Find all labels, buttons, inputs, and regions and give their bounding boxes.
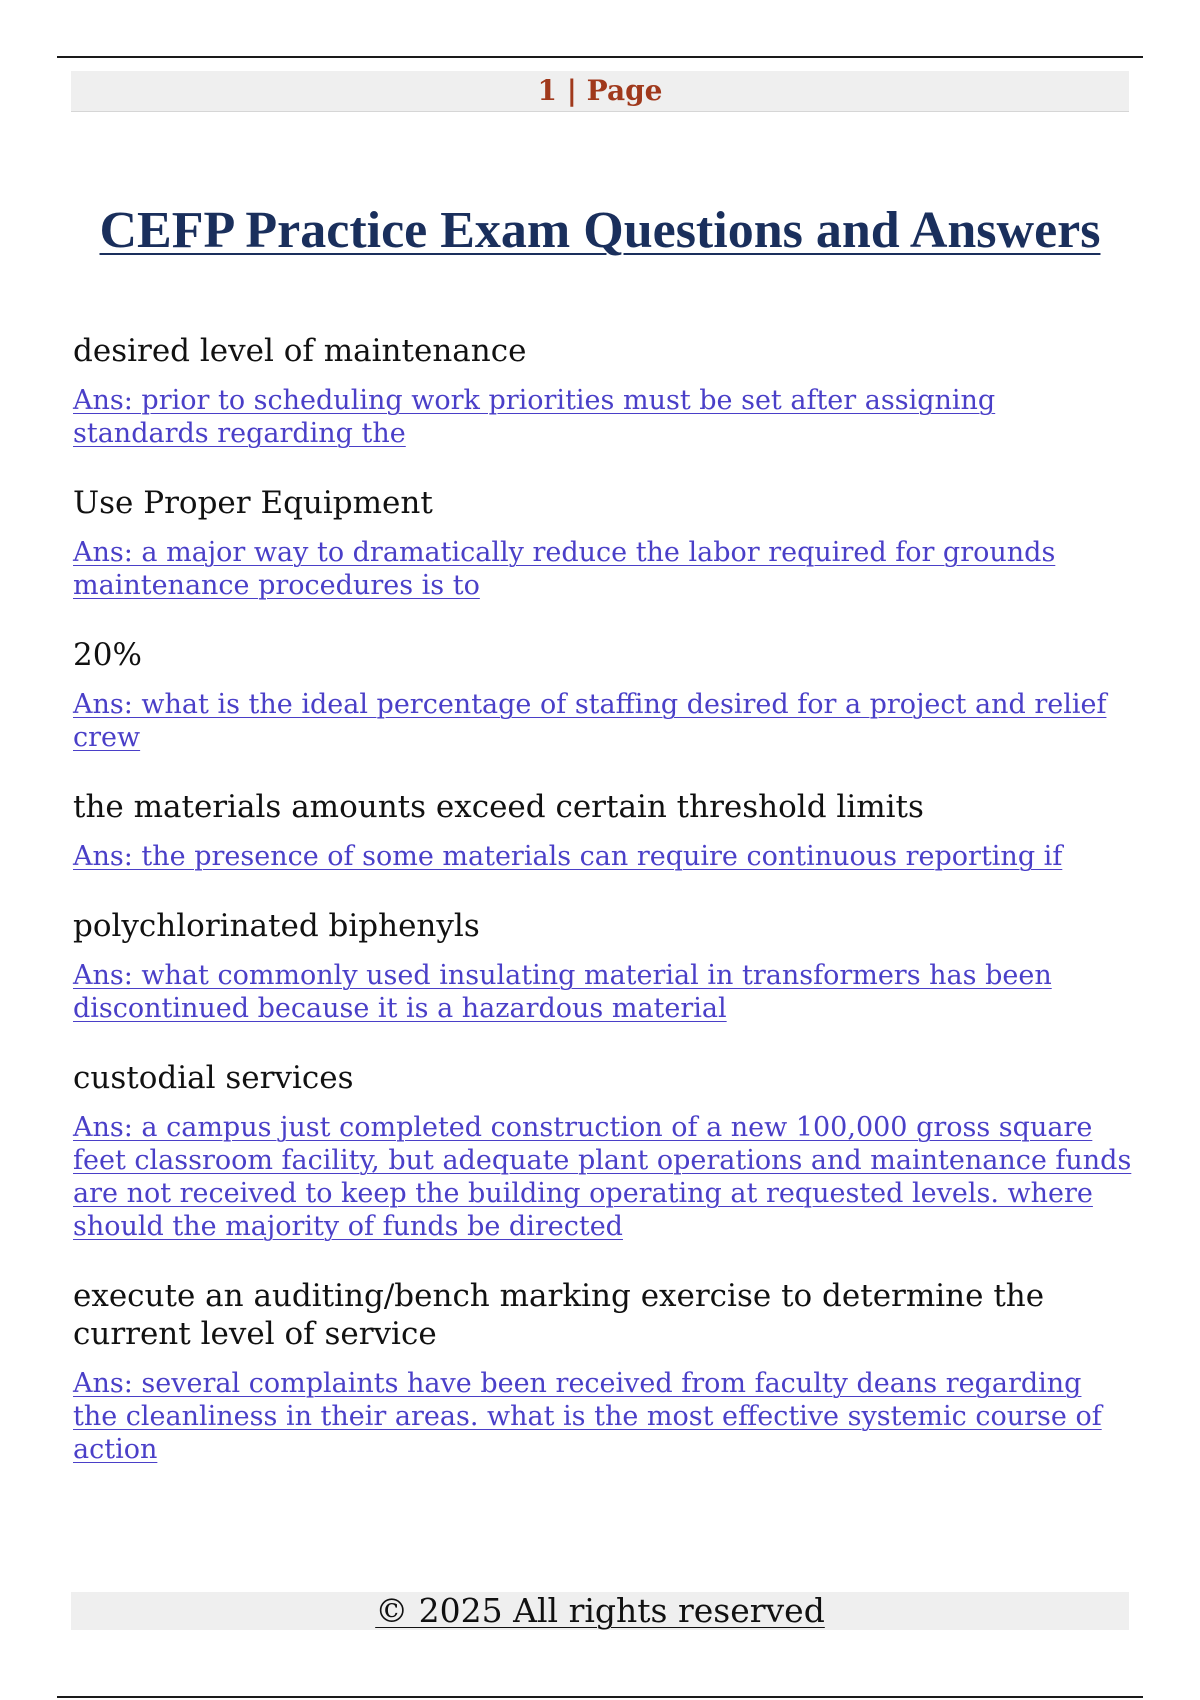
top-rule [57,56,1143,58]
qa-item [73,788,1133,873]
page-header [71,71,1129,112]
question-text: Use Proper Equipment [73,485,433,521]
question-text: execute an auditing/bench marking exercise to determine the current level of service [73,1278,1045,1352]
document-title [0,196,1200,266]
question-text: 20% [73,637,142,673]
qa-item [73,1277,1133,1466]
answer-link[interactable]: Ans: the presence of some materials can require continuous reporting if [73,841,1063,872]
answer-link[interactable]: Ans: what commonly used insulating material in transformers has been discontinued because it is a hazardous material [73,960,1052,1024]
question-text: the materials amounts exceed certain threshold limits [73,789,924,825]
copyright-text: © 2025 All rights reserved [375,1591,825,1630]
answer-link[interactable]: Ans: a major way to dramatically reduce the labor required for grounds maintenance procedures is to [73,537,1056,601]
answer-link[interactable]: Ans: what is the ideal percentage of staffing desired for a project and relief crew [73,689,1107,753]
qa-item [73,1059,1133,1243]
question-text: custodial services [73,1060,354,1096]
qa-item [73,332,1133,450]
question-text: desired level of maintenance [73,333,527,369]
document-title-text: CEFP Practice Exam Questions and Answers [99,202,1101,259]
qa-item [73,484,1133,602]
qa-item [73,907,1133,1025]
answer-link[interactable]: Ans: prior to scheduling work priorities must be set after assigning standards regarding the [73,385,996,449]
page-number-label: 1 | Page [537,74,663,107]
bottom-rule [57,1696,1143,1698]
qa-list [73,332,1133,1500]
answer-link[interactable]: Ans: a campus just completed construction of a new 100,000 gross square feet classroom facility, but adequate plant operations and maintenance funds are not received to keep the building operating at requested levels. where should the majority of funds be directed [73,1112,1132,1242]
qa-item [73,636,1133,754]
question-text: polychlorinated biphenyls [73,908,480,944]
page-footer [71,1592,1129,1630]
answer-link[interactable]: Ans: several complaints have been received from faculty deans regarding the cleanliness in their areas. what is the most effective systemic course of action [73,1368,1102,1465]
